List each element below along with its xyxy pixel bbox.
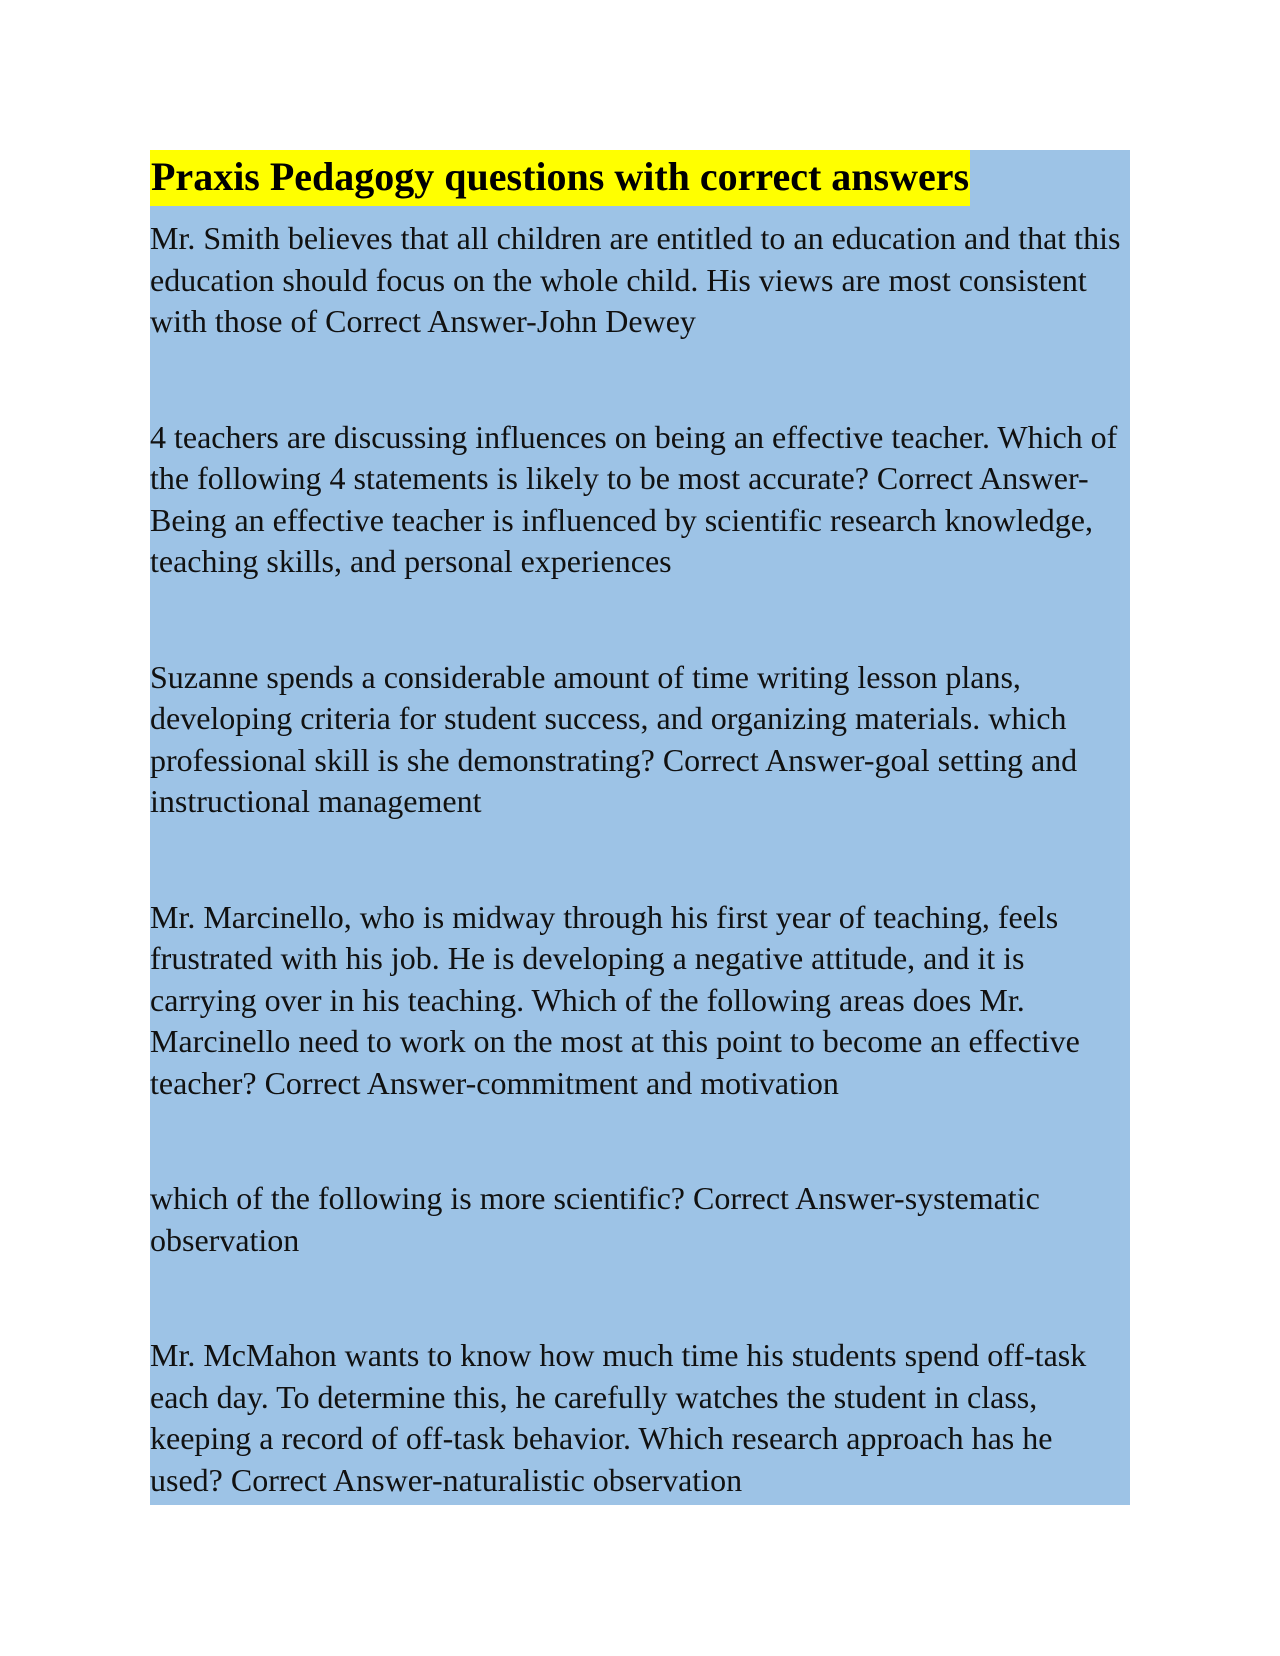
document-title: Praxis Pedagogy questions with correct answers — [150, 150, 970, 206]
paragraph-gap — [150, 1261, 1130, 1335]
qa-item: Mr. McMahon wants to know how much time his students spend off-task each day. To determine this, he carefully watches the student in class, keeping a record of off-task behavior. Which research approach has he used? Correct Answer-naturalistic observation — [150, 1337, 1087, 1498]
document-body — [150, 150, 1130, 1505]
qa-item: Suzanne spends a considerable amount of time writing lesson plans, developing criteria for student success, and organizing materials. which professional skill is she demonstrating? Correct Answer-goal setting and instructional management — [150, 658, 1078, 819]
qa-item: Mr. Smith believes that all children are entitled to an education and that this education should focus on the whole child. His views are most consistent with those of Correct Answer-John Dewey — [150, 220, 1121, 339]
paragraph-gap — [150, 823, 1130, 897]
paragraph-gap — [150, 343, 1130, 417]
qa-item: which of the following is more scientific? Correct Answer-systematic observation — [150, 1180, 1040, 1258]
qa-item: 4 teachers are discussing influences on being an effective teacher. Which of the following 4 statements is likely to be most accurate? Correct Answer-Being an effective teacher is influenced by scientific research knowledge, teaching skills, and personal experiences — [150, 418, 1118, 579]
paragraph-gap — [150, 583, 1130, 657]
qa-item: Mr. Marcinello, who is midway through his first year of teaching, feels frustrated with his job. He is developing a negative attitude, and it is carrying over in his teaching. Which of the following areas does Mr. Marcinello need to work on the most at this point to become an effective teacher? Correct Answer-commitment and motivation — [150, 898, 1080, 1101]
paragraph-gap — [150, 1104, 1130, 1178]
